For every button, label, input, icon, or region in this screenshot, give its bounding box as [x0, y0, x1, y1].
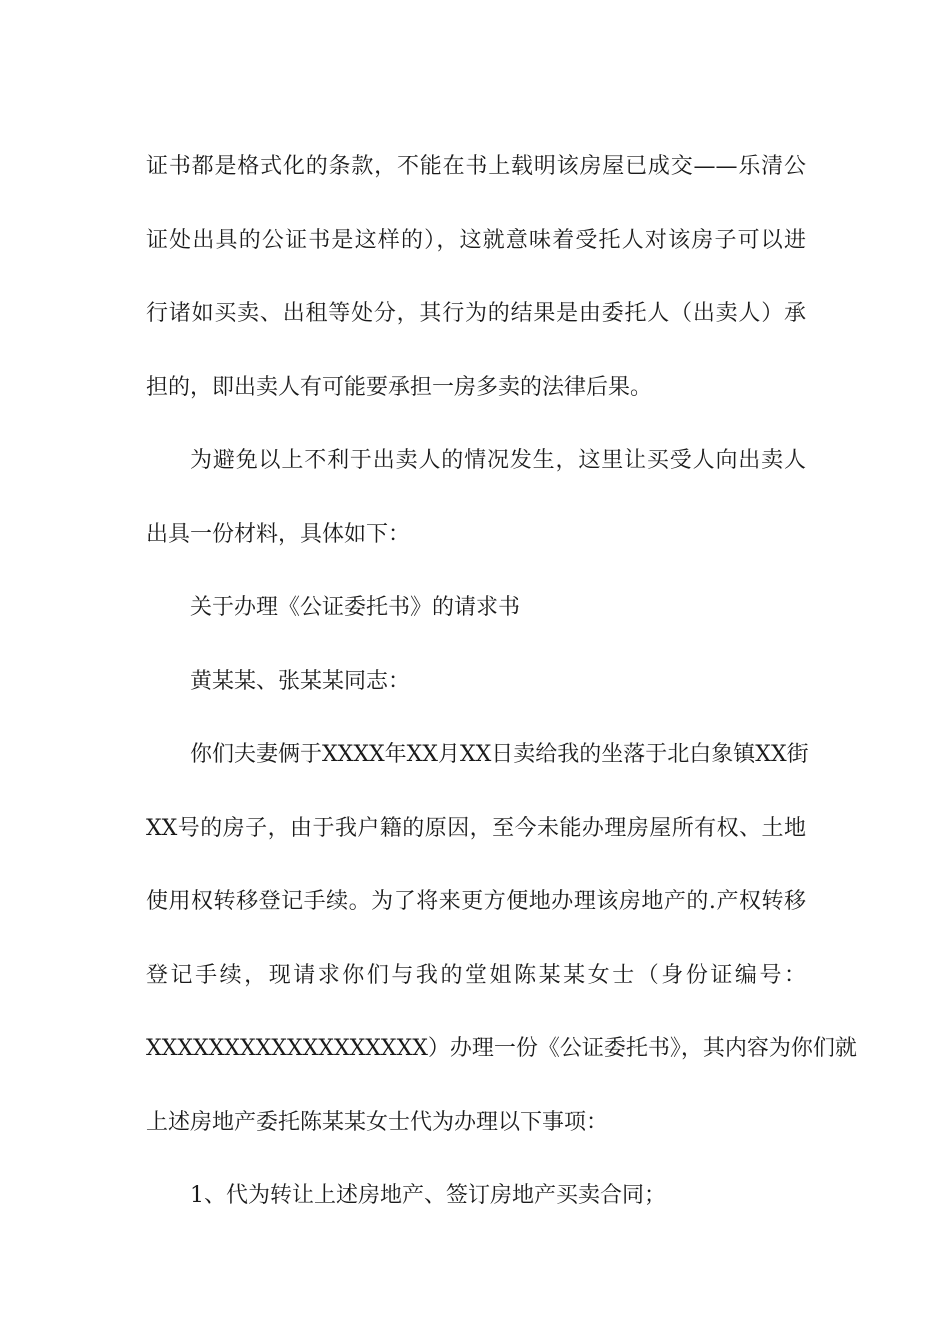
paragraph-avoid-risk — [146, 424, 806, 571]
text-line: 上述房地产委托陈某某女士代为办理以下事项： — [146, 1109, 609, 1135]
text-line: 登记手续，现请求你们与我的堂姐陈某某女士（身份证编号： — [146, 962, 806, 988]
text-line: XX号的房子，由于我户籍的原因，至今未能办理房屋所有权、土地 — [146, 815, 806, 841]
text-line: 证书都是格式化的条款，不能在书上载明该房屋已成交——乐清公 — [146, 154, 806, 179]
document-body — [146, 130, 857, 1233]
text-line: 1、代为转让上述房地产、签订房地产买卖合同； — [190, 1183, 666, 1208]
text-line: 你们夫妻俩于XXXX年XX月XX日卖给我的坐落于北白象镇XX街 — [190, 742, 809, 767]
text-line: 为避免以上不利于出卖人的情况发生，这里让买受人向出卖人 — [190, 448, 806, 473]
text-line: 证处出具的公证书是这样的），这就意味着受托人对该房子可以进 — [146, 227, 806, 253]
text-line: 担的，即出卖人有可能要承担一房多卖的法律后果。 — [146, 374, 653, 400]
text-line: XXXXXXXXXXXXXXXXXX）办理一份《公证委托书》，其内容为你们就 — [146, 1036, 857, 1061]
request-title — [146, 571, 806, 645]
salutation — [146, 645, 806, 719]
text-line: 行诸如买卖、出租等处分，其行为的结果是由委托人（出卖人）承 — [146, 301, 806, 326]
text-line: 关于办理《公证委托书》的请求书 — [190, 595, 521, 620]
paragraph-notarization-terms — [146, 130, 806, 424]
text-line: 使用权转移登记手续。为了将来更方便地办理该房地产的.产权转移 — [146, 889, 806, 914]
text-line: 出具一份材料，具体如下： — [146, 521, 411, 547]
list-item-1 — [146, 1159, 806, 1233]
paragraph-request-body — [146, 718, 857, 1159]
text-line: 黄某某、张某某同志： — [190, 668, 411, 694]
